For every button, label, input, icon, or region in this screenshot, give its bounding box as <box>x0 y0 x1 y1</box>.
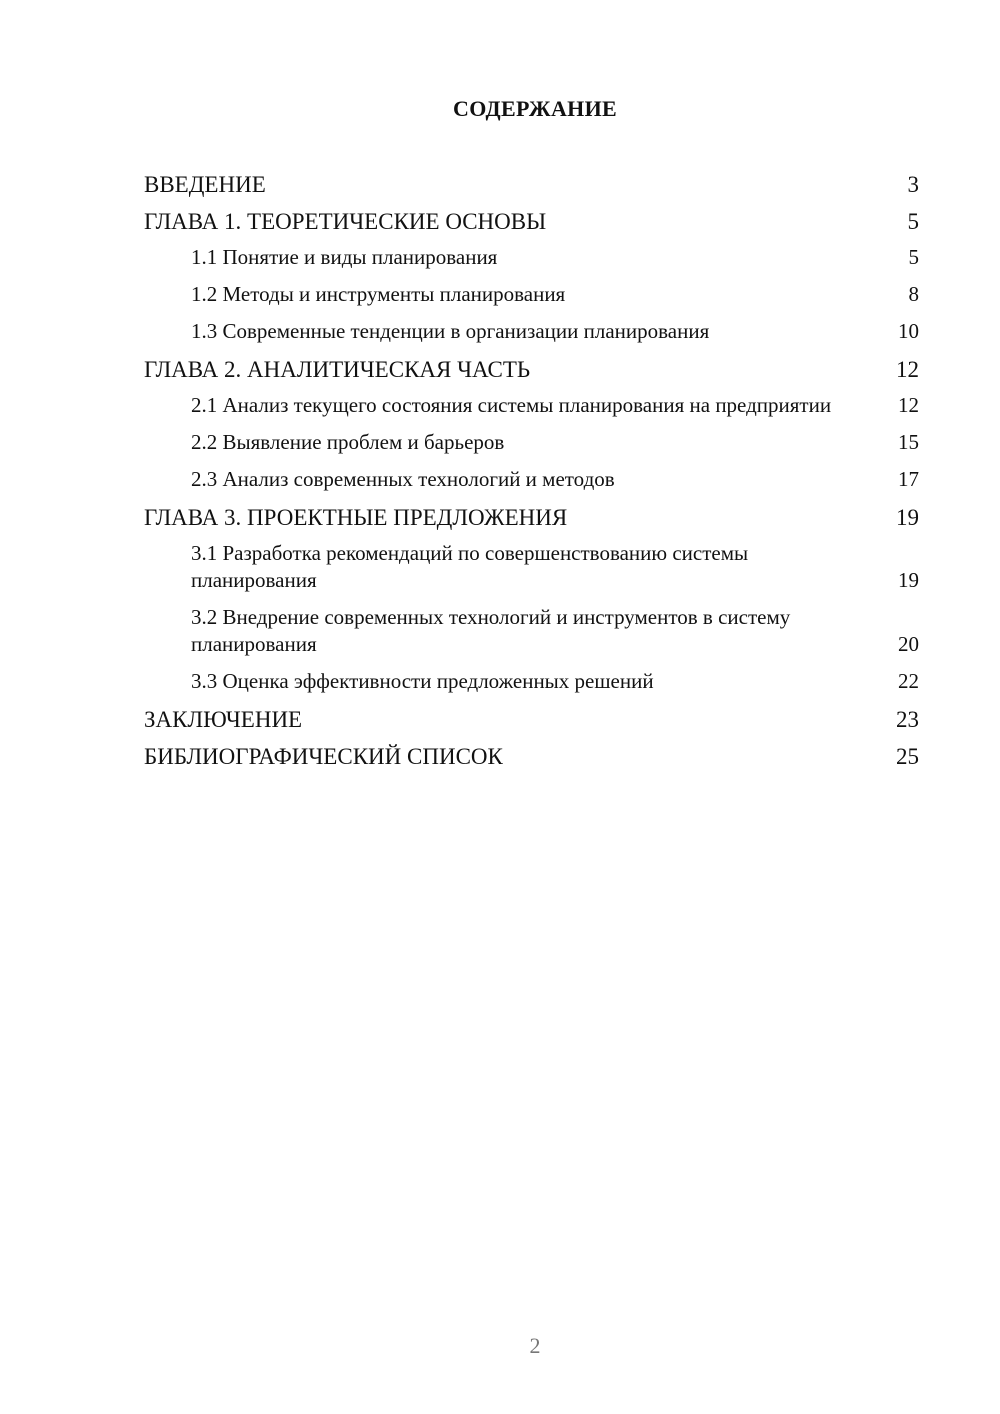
toc-entry-page: 23 <box>896 707 919 732</box>
toc-entry[interactable] <box>144 540 919 594</box>
toc-entry[interactable] <box>144 170 919 200</box>
toc-entry-page: 20 <box>898 632 919 656</box>
toc-entry-label: 3.2 Внедрение современных технологий и инструментов в систему планирования <box>191 605 791 656</box>
toc-entry[interactable] <box>144 604 919 658</box>
toc-entry-label: ЗАКЛЮЧЕНИЕ <box>144 707 303 732</box>
toc-entry-label: БИБЛИОГРАФИЧЕСКИЙ СПИСОК <box>144 744 503 769</box>
toc-entry-page: 3 <box>907 172 919 197</box>
toc-entry-page: 12 <box>896 357 919 382</box>
toc-entry[interactable] <box>144 318 919 345</box>
toc-entry[interactable] <box>144 668 919 695</box>
toc-entry-page: 22 <box>898 669 919 693</box>
toc-entry[interactable] <box>144 355 919 385</box>
toc-entry-label: ГЛАВА 3. ПРОЕКТНЫЕ ПРЕДЛОЖЕНИЯ <box>144 505 568 530</box>
toc-entry-page: 12 <box>898 393 919 417</box>
table-of-contents <box>144 170 919 779</box>
toc-entry-label: 1.2 Методы и инструменты планирования <box>191 282 566 306</box>
toc-entry-label: ВВЕДЕНИЕ <box>144 172 266 197</box>
toc-entry[interactable] <box>144 429 919 456</box>
toc-entry-label: 3.1 Разработка рекомендаций по совершенствованию системы планирования <box>191 541 749 592</box>
toc-entry[interactable] <box>144 281 919 308</box>
toc-entry-label: ГЛАВА 1. ТЕОРЕТИЧЕСКИЕ ОСНОВЫ <box>144 209 547 234</box>
toc-entry[interactable] <box>144 466 919 493</box>
toc-entry-page: 17 <box>898 467 919 491</box>
toc-entry-page: 8 <box>908 282 919 306</box>
toc-entry-page: 10 <box>898 319 919 343</box>
toc-entry-label: 3.3 Оценка эффективности предложенных решений <box>191 669 654 693</box>
toc-entry-label: ГЛАВА 2. АНАЛИТИЧЕСКАЯ ЧАСТЬ <box>144 357 531 382</box>
toc-entry-label: 2.2 Выявление проблем и барьеров <box>191 430 505 454</box>
toc-entry-label: 1.3 Современные тенденции в организации планирования <box>191 319 710 343</box>
toc-title: СОДЕРЖАНИЕ <box>453 96 617 121</box>
toc-entry-page: 5 <box>907 209 919 234</box>
toc-entry[interactable] <box>144 705 919 735</box>
toc-entry-label: 2.3 Анализ современных технологий и методов <box>191 467 615 491</box>
toc-entry[interactable] <box>144 207 919 237</box>
toc-entry[interactable] <box>144 244 919 271</box>
toc-entry-label: 1.1 Понятие и виды планирования <box>191 245 498 269</box>
toc-entry-label: 2.1 Анализ текущего состояния системы планирования на предприятии <box>191 393 832 417</box>
page-number: 2 <box>529 1333 541 1358</box>
toc-entry[interactable] <box>144 392 919 419</box>
toc-entry[interactable] <box>144 503 919 533</box>
toc-entry-page: 15 <box>898 430 919 454</box>
toc-entry-page: 19 <box>898 568 919 592</box>
toc-entry-page: 19 <box>896 505 919 530</box>
toc-entry[interactable] <box>144 742 919 772</box>
toc-entry-page: 25 <box>896 744 919 769</box>
toc-entry-page: 5 <box>908 245 919 269</box>
